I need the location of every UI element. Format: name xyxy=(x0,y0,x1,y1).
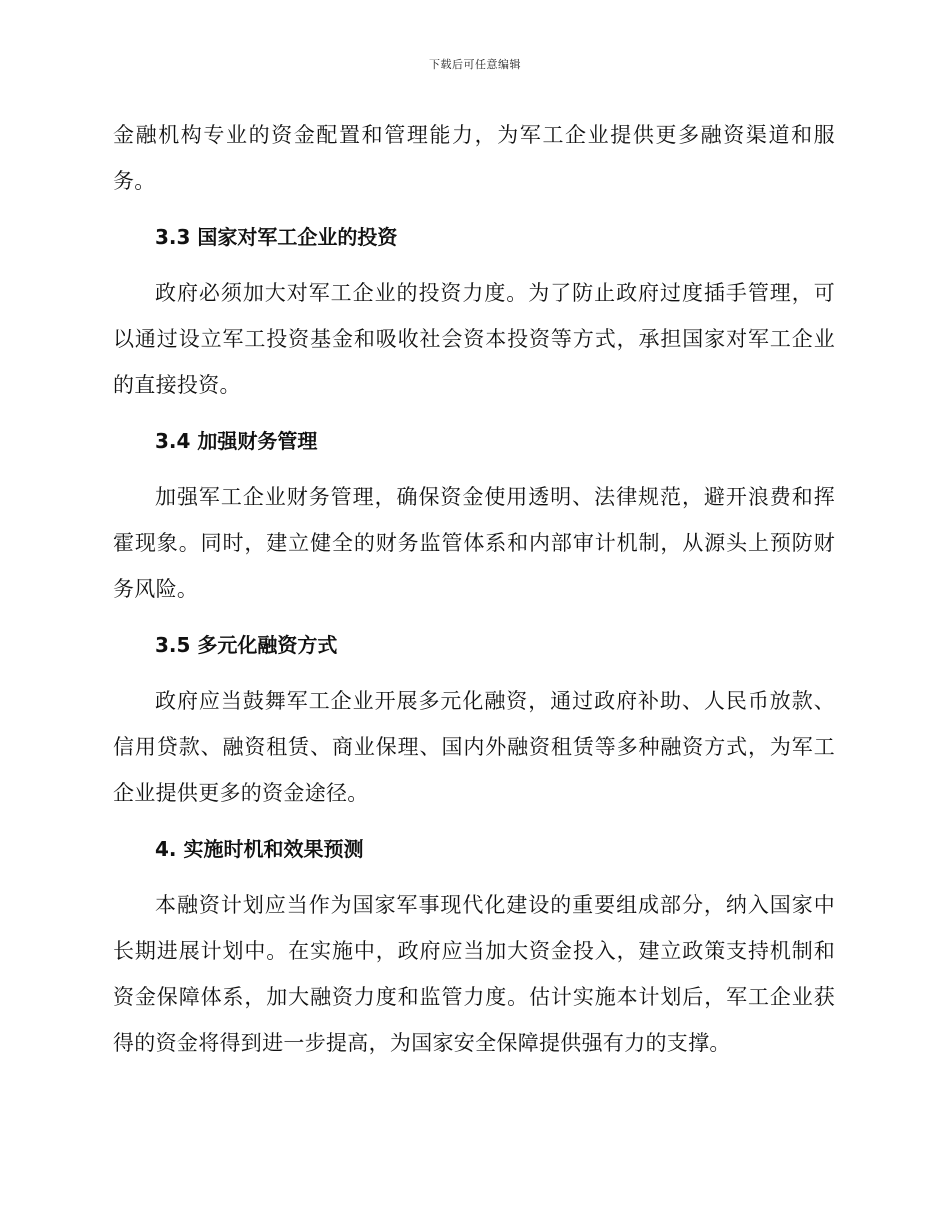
paragraph-financial-management: 加强军工企业财务管理，确保资金使用透明、法律规范，避开浪费和挥霍现象。同时，建立健全的财务监管体系和内部审计机制，从源头上预防财务风险。 xyxy=(113,485,835,601)
section-heading-3-4: 3.4 加强财务管理 xyxy=(155,429,318,453)
paragraph-state-investment: 政府必须加大对军工企业的投资力度。为了防止政府过度插手管理，可以通过设立军工投资基金和吸收社会资本投资等方式，承担国家对军工企业的直接投资。 xyxy=(113,281,835,397)
document-body xyxy=(113,112,835,1066)
paragraph-implementation-forecast: 本融资计划应当作为国家军事现代化建设的重要组成部分，纳入国家中长期进展计划中。在实施中，政府应当加大资金投入，建立政策支持机制和资金保障体系，加大融资力度和监管力度。估计实施本计划后，军工企业获得的资金将得到进一步提高，为国家安全保障提供强有力的支撑。 xyxy=(113,893,835,1055)
paragraph-diversified-financing: 政府应当鼓舞军工企业开展多元化融资，通过政府补助、人民币放款、信用贷款、融资租赁、商业保理、国内外融资租赁等多种融资方式，为军工企业提供更多的资金途径。 xyxy=(113,689,835,805)
section-heading-4: 4. 实施时机和效果预测 xyxy=(155,837,364,861)
paragraph-continuation: 金融机构专业的资金配置和管理能力，为军工企业提供更多融资渠道和服务。 xyxy=(113,123,835,193)
section-heading-3-3: 3.3 国家对军工企业的投资 xyxy=(155,225,398,249)
section-heading-3-5: 3.5 多元化融资方式 xyxy=(155,633,338,657)
page-header: 下载后可任意编辑 xyxy=(429,58,521,71)
